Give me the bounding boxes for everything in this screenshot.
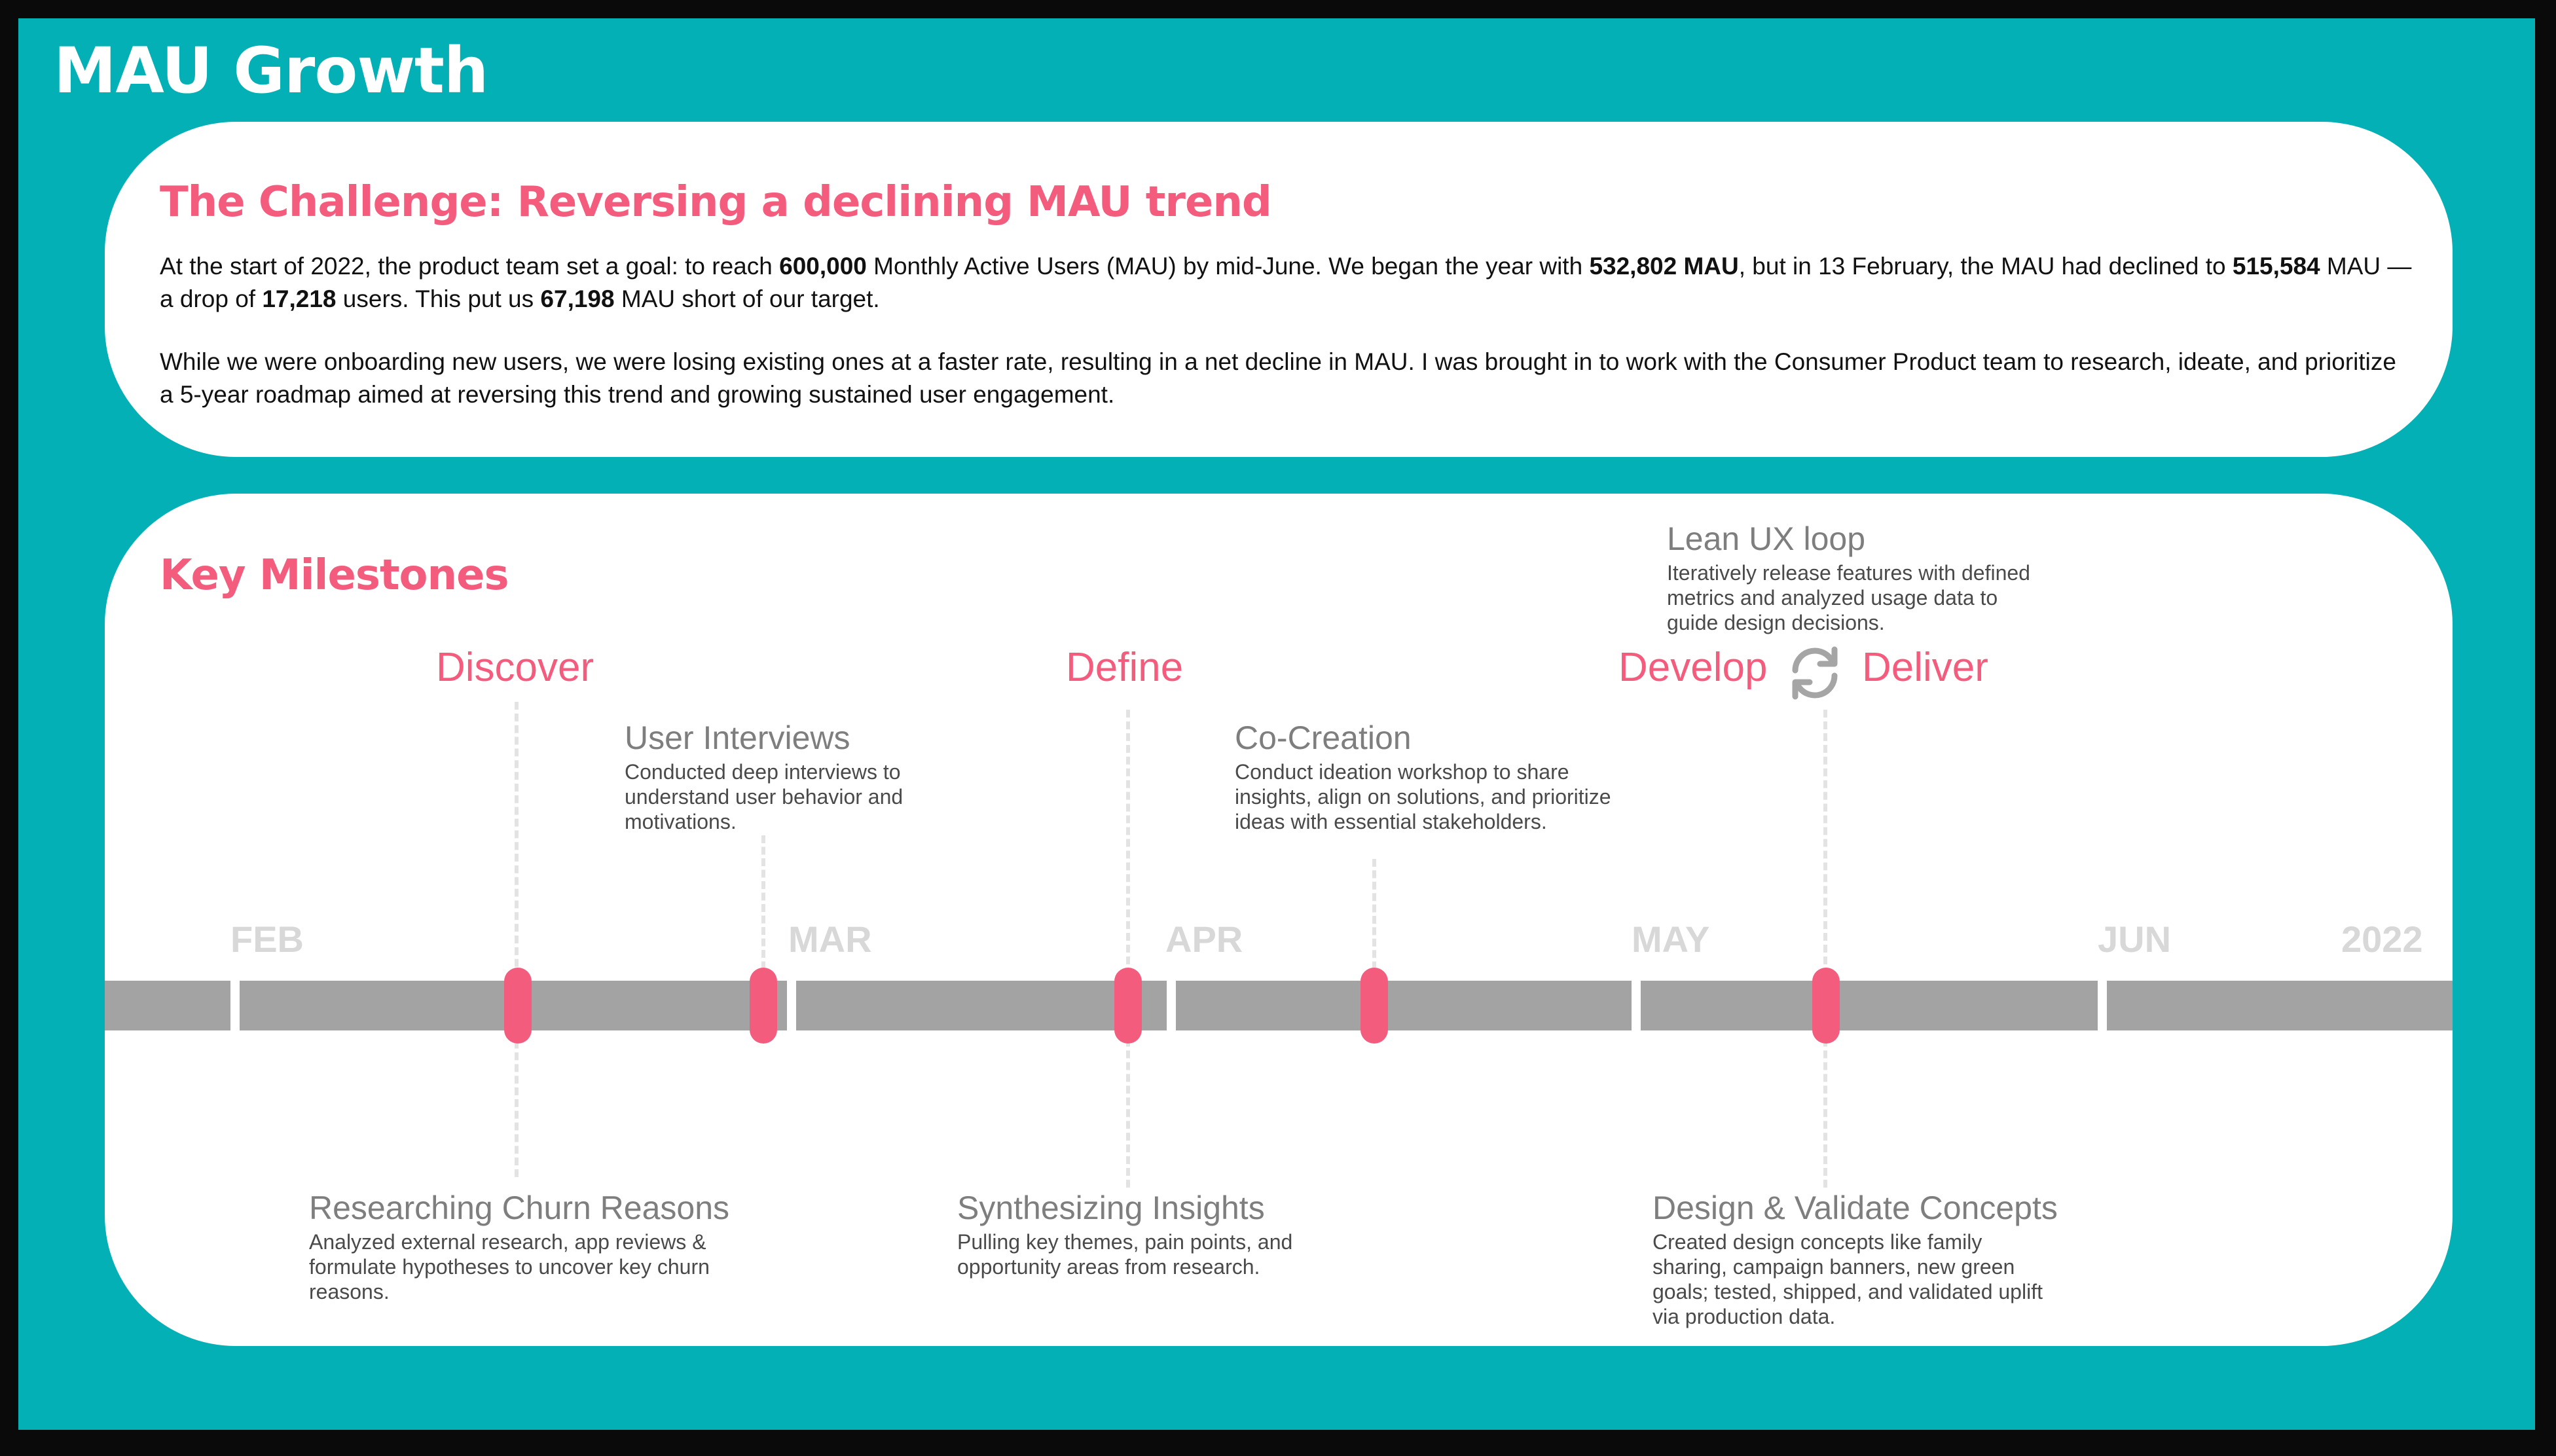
milestone-desc: Created design concepts like family sharing, campaign banners, new green goals; tested, shipped, and validated uplift via production data. bbox=[1652, 1230, 2043, 1328]
phase-discover: Discover bbox=[436, 645, 594, 690]
drop-value: 17,218 bbox=[262, 285, 337, 312]
milestone-user-interviews bbox=[625, 719, 965, 834]
month-label-jun: JUN bbox=[2098, 919, 2172, 960]
milestone-desc: Iteratively release features with defined metrics and analyzed usage data to guide design decisions. bbox=[1667, 561, 2030, 634]
milestone-pin-churn[interactable] bbox=[504, 968, 532, 1044]
phase-define: Define bbox=[1066, 645, 1184, 690]
month-label-feb: FEB bbox=[230, 919, 304, 960]
month-label-mar: MAR bbox=[788, 919, 872, 960]
year-label: 2022 bbox=[2341, 919, 2423, 960]
challenge-paragraph-1: At the start of 2022, the product team set a goal: to reach 600,000 Monthly Active Users (MAU) by mid-June. We began the year with 532,802 MAU, but in 13 February, the MAU had declined to 515,584 MAU — a drop of 17,218 users. This put us 67,198 MAU short of our target. bbox=[160, 253, 2412, 312]
challenge-paragraph-2: While we were onboarding new users, we were losing existing ones at a faster rate, resulting in a net decline in MAU. I was brought in to work with the Consumer Product team to research, ideate, and prioritize a 5-year roadmap aimed at reversing this trend and growing sustained user engagement. bbox=[160, 348, 2396, 408]
page-title: MAU Growth bbox=[54, 34, 488, 107]
phase-deliver: Deliver bbox=[1862, 645, 1988, 690]
milestone-title: Co-Creation bbox=[1235, 719, 1412, 756]
milestone-pin-co-creation[interactable] bbox=[1360, 968, 1388, 1044]
milestone-lean-ux-loop bbox=[1667, 520, 2047, 635]
refresh-cycle-icon bbox=[1783, 642, 1846, 704]
milestone-title: User Interviews bbox=[625, 719, 850, 756]
milestone-design-validate bbox=[1652, 1189, 2058, 1329]
milestone-pin-synthesis[interactable] bbox=[1114, 968, 1142, 1044]
milestone-desc: Analyzed external research, app reviews & formulate hypotheses to uncover key churn reasons. bbox=[309, 1230, 710, 1303]
milestone-pin-interviews[interactable] bbox=[750, 968, 777, 1044]
declined-mau-value: 515,584 bbox=[2232, 253, 2320, 280]
milestone-desc: Conducted deep interviews to understand user behavior and motivations. bbox=[625, 760, 904, 833]
milestone-synthesizing-insights bbox=[957, 1189, 1298, 1279]
milestone-desc: Conduct ideation workshop to share insights, align on solutions, and prioritize ideas with essential stakeholders. bbox=[1235, 760, 1611, 833]
milestone-pin-design-validate[interactable] bbox=[1812, 968, 1840, 1044]
connector-develop-deliver bbox=[1823, 710, 1827, 1188]
milestone-churn-reasons bbox=[309, 1189, 754, 1304]
month-label-may: MAY bbox=[1632, 919, 1710, 960]
connector-user-interviews bbox=[761, 835, 765, 981]
milestone-title: Lean UX loop bbox=[1667, 520, 1866, 557]
milestone-desc: Pulling key themes, pain points, and opportunity areas from research. bbox=[957, 1230, 1293, 1279]
connector-discover bbox=[515, 702, 519, 1177]
connector-co-creation bbox=[1372, 859, 1376, 981]
milestone-co-creation bbox=[1235, 719, 1615, 834]
month-label-apr: APR bbox=[1165, 919, 1243, 960]
timeline-segment-may bbox=[1641, 981, 2098, 1030]
phase-develop: Develop bbox=[1618, 645, 1768, 690]
start-mau-value: 532,802 MAU bbox=[1589, 253, 1739, 280]
timeline-segment-jan bbox=[105, 981, 230, 1030]
challenge-heading: The Challenge: Reversing a declining MAU trend bbox=[160, 178, 1271, 227]
timeline-segment-mar bbox=[796, 981, 1167, 1030]
timeline-segment-apr bbox=[1176, 981, 1632, 1030]
milestone-title: Synthesizing Insights bbox=[957, 1190, 1265, 1226]
connector-define bbox=[1126, 710, 1130, 1188]
shortfall-value: 67,198 bbox=[540, 285, 615, 312]
milestone-title: Design & Validate Concepts bbox=[1652, 1190, 2058, 1226]
milestones-heading: Key Milestones bbox=[160, 551, 509, 600]
milestone-title: Researching Churn Reasons bbox=[309, 1190, 730, 1226]
goal-value: 600,000 bbox=[779, 253, 867, 280]
timeline-segment-jun bbox=[2107, 981, 2453, 1030]
